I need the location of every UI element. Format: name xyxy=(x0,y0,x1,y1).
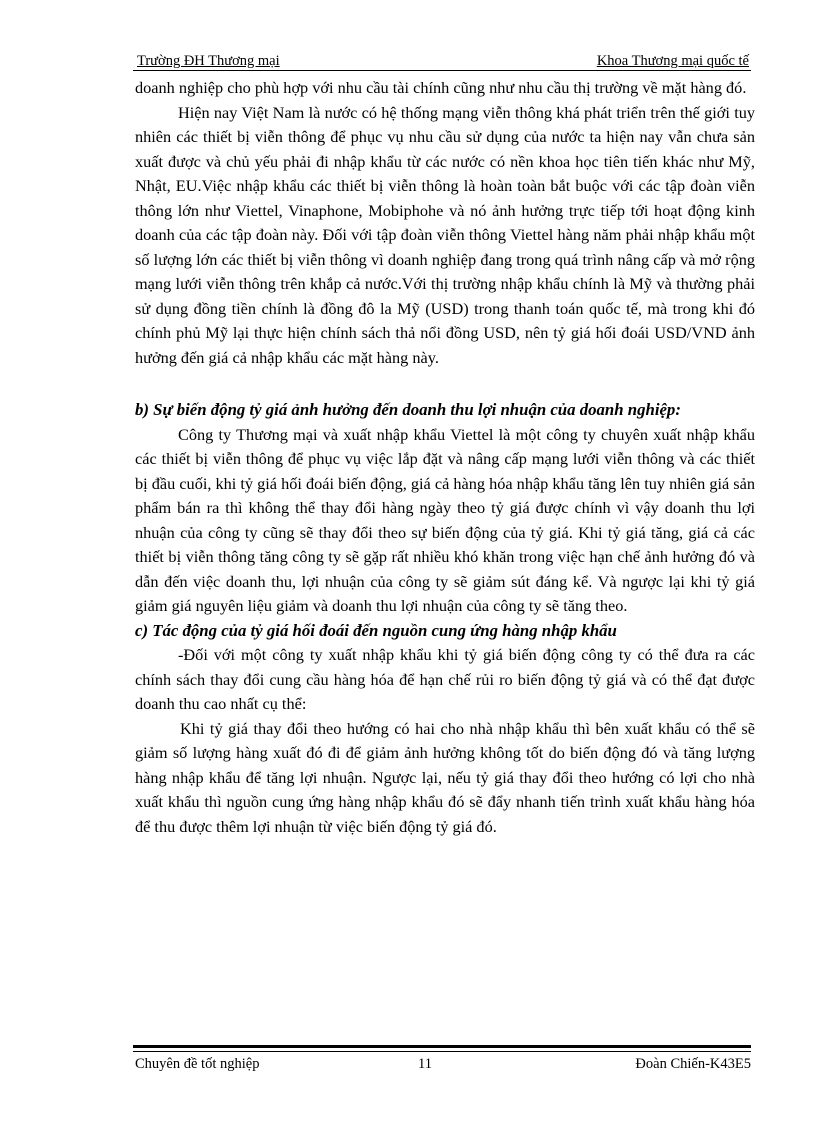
footer-rule-thin xyxy=(133,1051,751,1052)
footer-author: Đoàn Chiến-K43E5 xyxy=(635,1056,751,1072)
footer-rule-thick xyxy=(133,1045,751,1048)
header-rule xyxy=(133,70,751,71)
paragraph-viettel-revenue: Công ty Thương mại và xuất nhập khẩu Viettel là một công ty chuyên xuất nhập khẩu các thiết bị viễn thông để phục vụ việc lắp đặt và nâng cấp mạng lưới viễn thông và các thiết bị đầu cuối, khi tỷ giá hối đoái biến động, giá cả hàng hóa nhập khẩu tăng lên tuy nhiên giá sản phẩm bán ra thì không thể thay đổi hàng ngày theo tỷ giá được chính vì vậy doanh thu lợi nhuận của công ty cũng sẽ thay đổi theo sự biến động của tỷ giá. Khi tỷ giá tăng, giá cả các thiết bị viễn thông tăng công ty sẽ gặp rất nhiều khó khăn trong việc hạn chế ảnh hưởng đó và dẫn đến việc doanh thu, lợi nhuận của công ty sẽ giảm sút đáng kể. Và ngược lại khi tỷ giá giảm giá nguyên liệu giảm và doanh thu lợi nhuận của công ty sẽ tăng theo. xyxy=(135,424,755,615)
footer-thesis-title: Chuyên đề tốt nghiệp xyxy=(135,1056,260,1072)
section-heading-b: b) Sự biến động tỷ giá ảnh hưởng đến doanh thu lợi nhuận của doanh nghiệp: xyxy=(135,400,681,419)
header-faculty: Khoa Thương mại quốc tế xyxy=(596,53,749,69)
paragraph-exchange-rate-effect: Khi tỷ giá thay đổi theo hướng có hai cho nhà nhập khẩu thì bên xuất khẩu có thể sẽ giảm số lượng hàng xuất đó đi để giảm ảnh hưởng không tốt do biến động đó và tăng lượng hàng nhập khẩu để tăng lợi nhuận. Ngược lại, nếu tỷ giá thay đổi theo hướng có lợi cho nhà xuất khẩu thì nguồn cung ứng hàng nhập khẩu đó sẽ đẩy nhanh tiến trình xuất khẩu hàng hóa để thu được thêm lợi nhuận từ việc biến động tỷ giá đó. xyxy=(135,718,755,836)
paragraph-continuation: doanh nghiệp cho phù hợp với nhu cầu tài chính cũng như nhu cầu thị trường về mặt hàng đó. xyxy=(135,78,747,97)
page-footer xyxy=(135,1055,751,1073)
section-heading-c: c) Tác động của tỷ giá hối đoái đến nguồn cung ứng hàng nhập khẩu xyxy=(135,620,617,640)
page-number: 11 xyxy=(418,1056,432,1072)
paragraph-import-policy: -Đối với một công ty xuất nhập khẩu khi tỷ giá biến động công ty có thể đưa ra các chính sách thay đổi cung cầu hàng hóa để hạn chế rủi ro biến động tỷ giá và có thể đạt được doanh thu cao nhất cụ thể: xyxy=(135,645,755,713)
page-body xyxy=(135,76,755,839)
paragraph-vietnam-telecom: Hiện nay Việt Nam là nước có hệ thống mạng viễn thông khá phát triển trên thế giới tuy nhiên các thiết bị viễn thông để phục vụ nhu cầu sử dụng của nước ta hiện nay vẫn chưa sản xuất được và chủ yếu phải đi nhập khẩu từ các nước có nền khoa học tiên tiến khác như Mỹ, Nhật, EU.Việc nhập khẩu các thiết bị viễn thông là hoàn toàn bắt buộc với các tập đoàn viễn thông lớn như Viettel, Vinaphone, Mobiphohe và nó ảnh hưởng trực tiếp tới hoạt động kinh doanh của các tập đoàn này. Đối với tập đoàn viễn thông Viettel hàng năm phải nhập khẩu một số lượng lớn các thiết bị viễn thông vì doanh nghiệp đang trong quá trình nâng cấp và mở rộng mạng lưới viễn thông trên khắp cả nước.Với thị trường nhập khẩu chính là Mỹ và thường phải sử dụng đồng tiền chính là đồng đô la Mỹ (USD) trong thanh toán quốc tế, mà trong khi đó chính phủ Mỹ lại thực hiện chính sách thả nổi đồng USD, nên tỷ giá hối đoái USD/VND ảnh hưởng đến giá cả nhập khẩu các mặt hàng này. xyxy=(135,102,755,367)
page-header xyxy=(133,52,749,70)
header-school: Trường ĐH Thương mại xyxy=(137,53,280,69)
